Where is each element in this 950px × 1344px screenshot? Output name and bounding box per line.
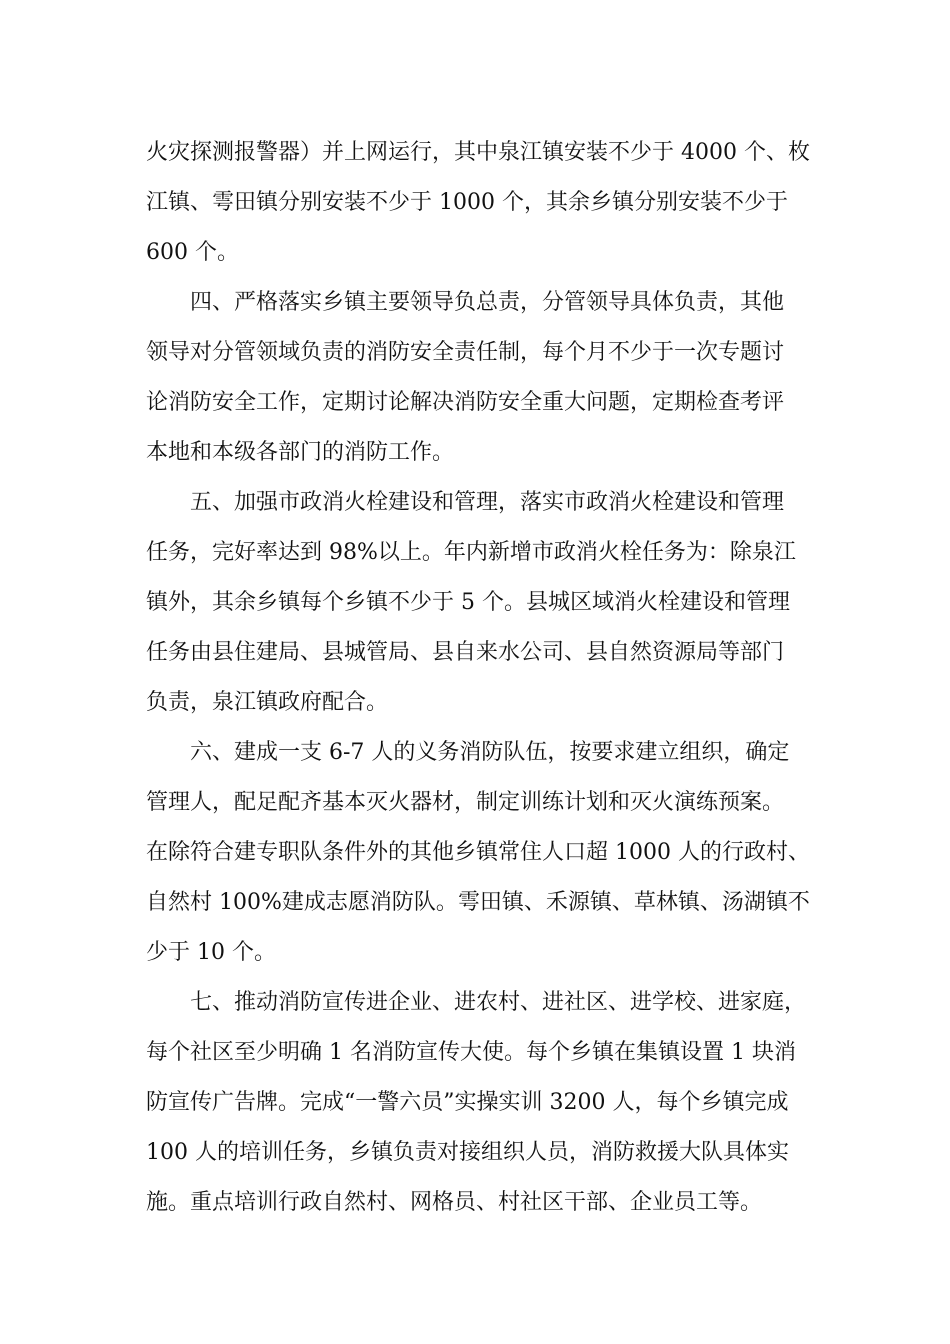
text-line: 五、加强市政消火栓建设和管理，落实市政消火栓建设和管理: [190, 490, 785, 515]
text-line: 任务由县住建局、县城管局、县自来水公司、县自然资源局等部门: [146, 640, 785, 665]
text-line: 防宣传广告牌。完成“一警六员”实操实训 3200 人，每个乡镇完成: [146, 1090, 789, 1115]
text-line: 论消防安全工作，定期讨论解决消防安全重大问题，定期检查考评: [146, 390, 785, 415]
paragraph-item-five: [146, 478, 810, 728]
text-line: 每个社区至少明确 1 名消防宣传大使。每个乡镇在集镇设置 1 块消: [146, 1040, 796, 1065]
paragraph-item-seven: [146, 978, 810, 1228]
text-line: 100 人的培训任务，乡镇负责对接组织人员，消防救援大队具体实: [146, 1140, 789, 1165]
text-line: 领导对分管领域负责的消防安全责任制，每个月不少于一次专题讨: [146, 340, 785, 365]
document-body: [146, 128, 810, 1228]
text-line: 600 个。: [146, 240, 239, 265]
text-line: 施。重点培训行政自然村、网格员、村社区干部、企业员工等。: [146, 1190, 763, 1215]
text-line: 六、建成一支 6-7 人的义务消防队伍，按要求建立组织，确定: [190, 740, 790, 765]
text-line: 江镇、雩田镇分别安装不少于 1000 个，其余乡镇分别安装不少于: [146, 190, 788, 215]
text-line: 火灾探测报警器）并上网运行，其中泉江镇安装不少于 4000 个、枚: [146, 140, 810, 165]
text-line: 管理人，配足配齐基本灭火器材，制定训练计划和灭火演练预案。: [146, 790, 785, 815]
paragraph-item-four: [146, 278, 810, 478]
text-line: 七、推动消防宣传进企业、进农村、进社区、进学校、进家庭，: [190, 990, 807, 1015]
text-line: 镇外，其余乡镇每个乡镇不少于 5 个。县城区域消火栓建设和管理: [146, 590, 790, 615]
text-line: 少于 10 个。: [146, 940, 276, 965]
text-line: 在除符合建专职队条件外的其他乡镇常住人口超 1000 人的行政村、: [146, 840, 810, 865]
text-line: 四、严格落实乡镇主要领导负总责，分管领导具体负责，其他: [190, 290, 785, 315]
text-line: 负责，泉江镇政府配合。: [146, 690, 389, 715]
text-line: 任务，完好率达到 98%以上。年内新增市政消火栓任务为：除泉江: [146, 540, 796, 565]
text-line: 本地和本级各部门的消防工作。: [146, 440, 455, 465]
text-line: 自然村 100%建成志愿消防队。雩田镇、禾源镇、草林镇、汤湖镇不: [146, 890, 810, 915]
paragraph-continuation: [146, 128, 810, 278]
paragraph-item-six: [146, 728, 810, 978]
